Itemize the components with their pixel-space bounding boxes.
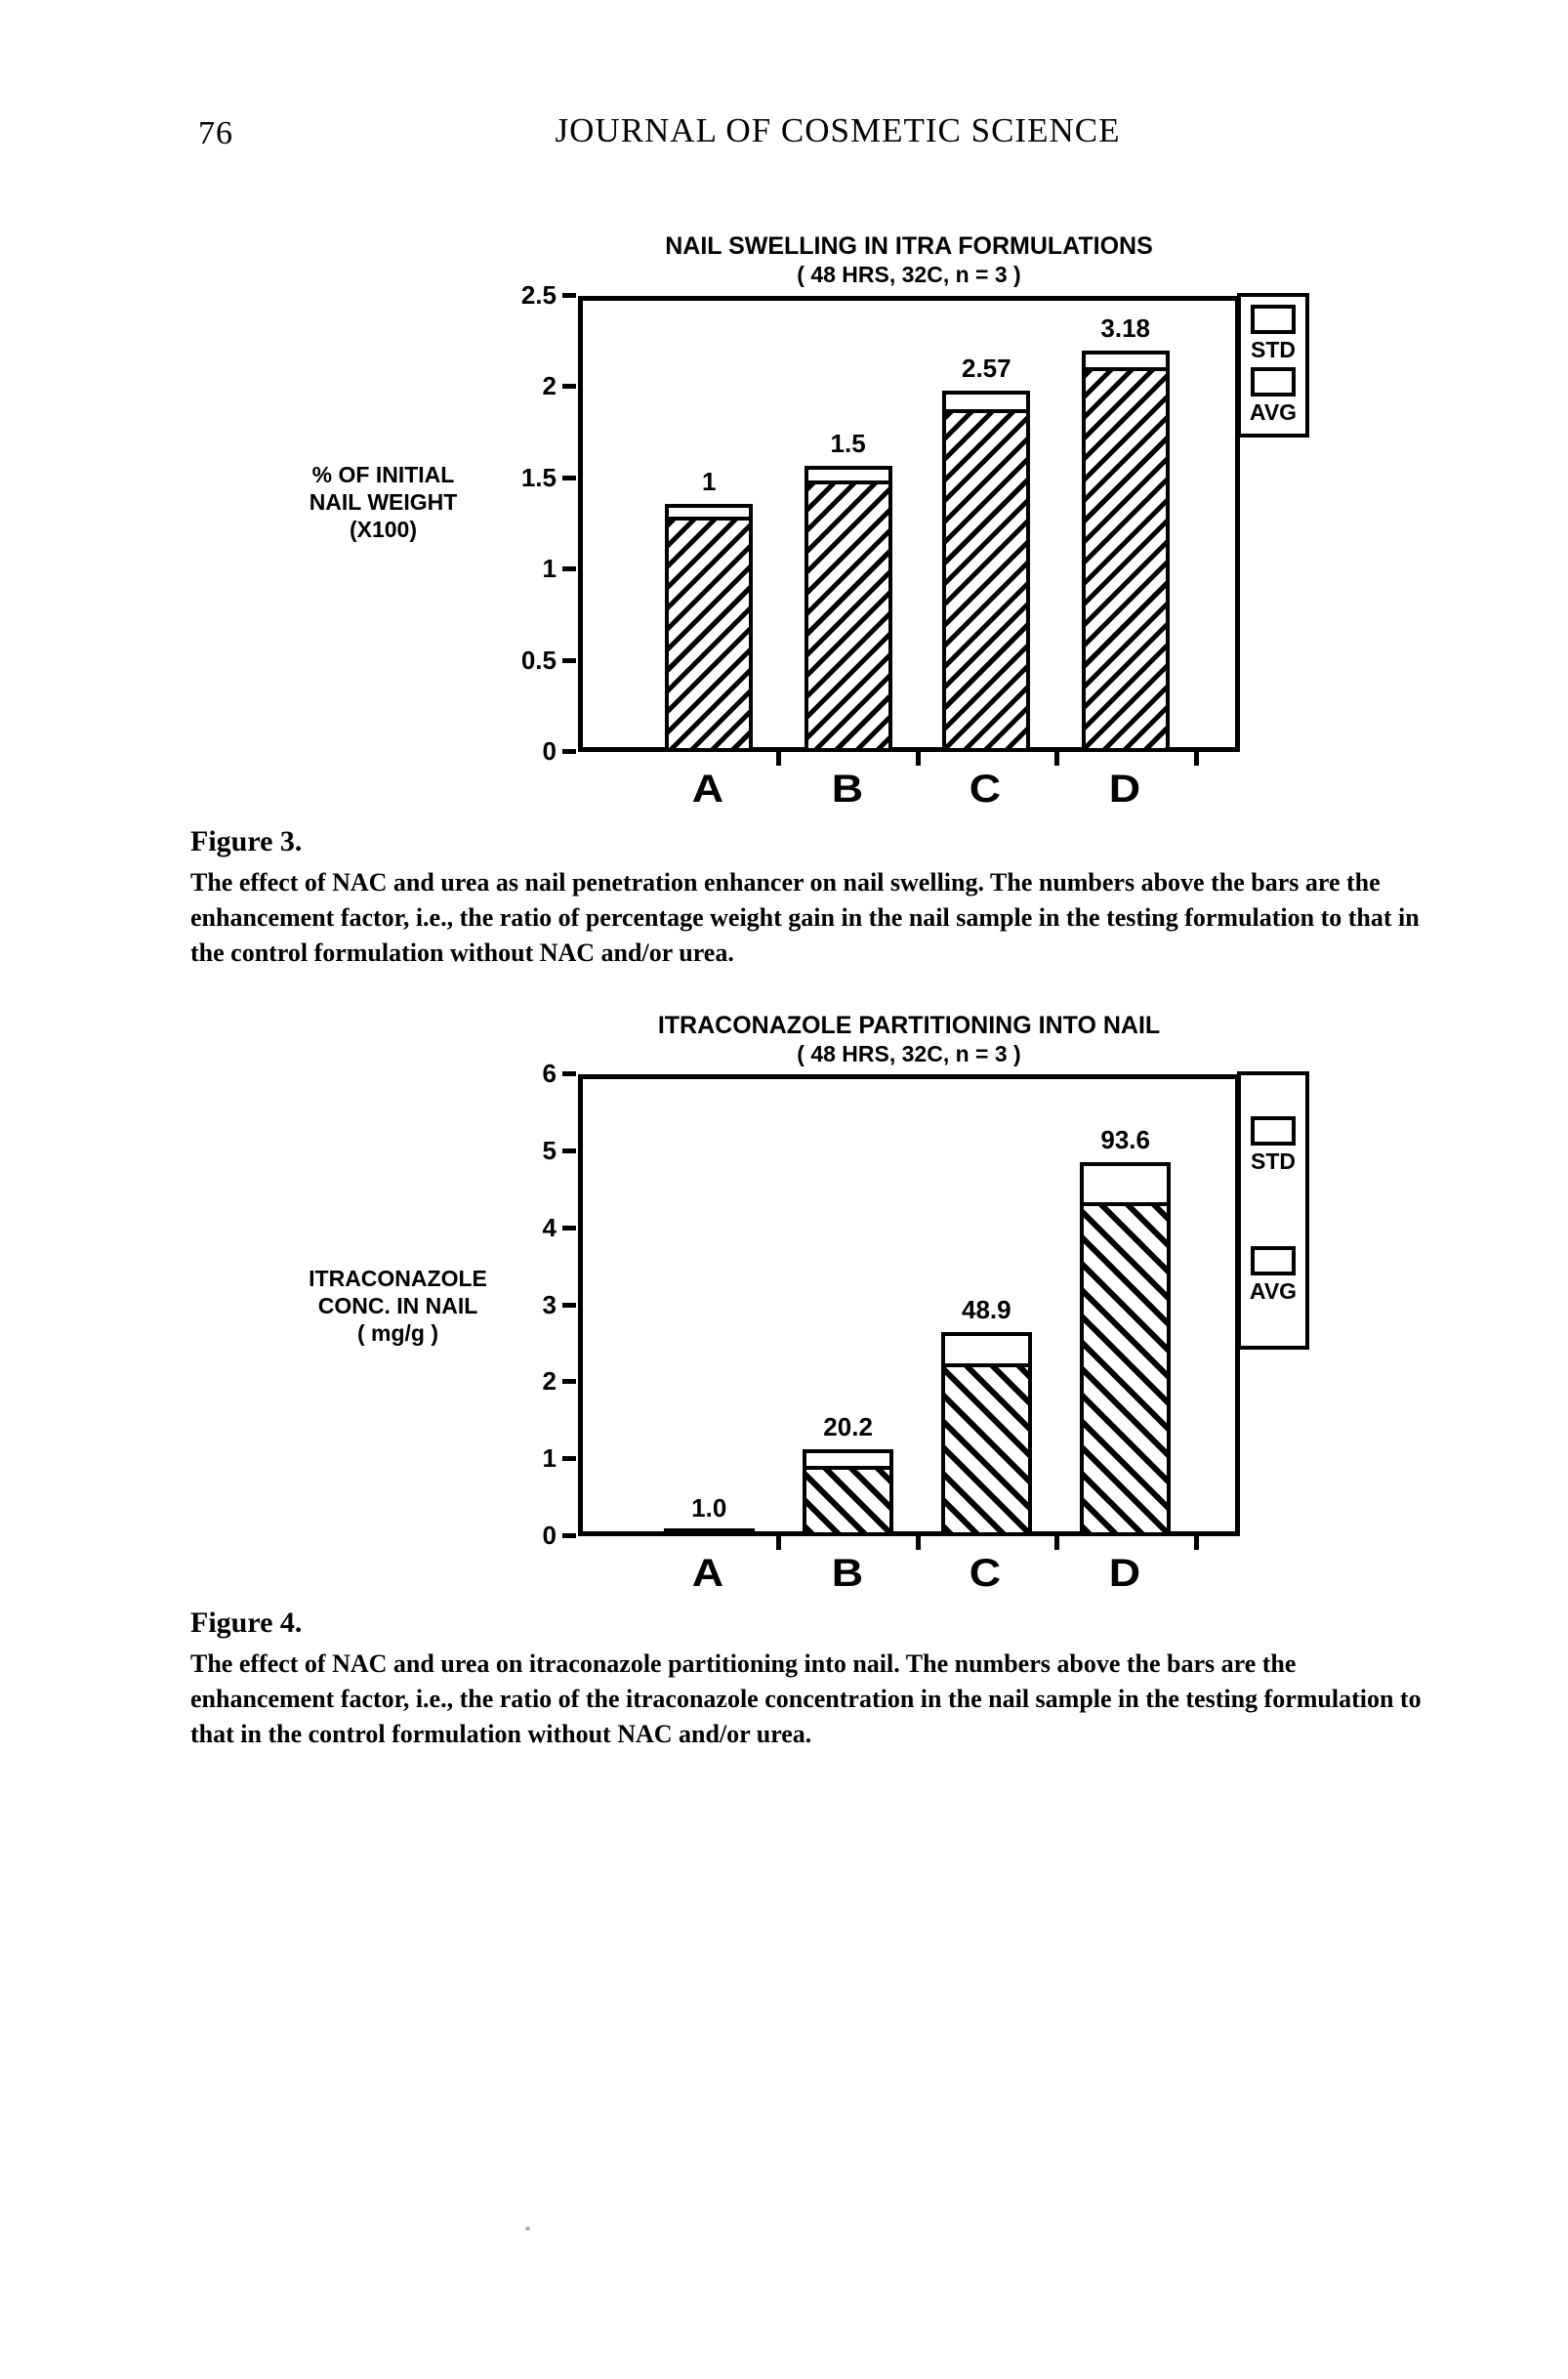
- figure3-xtick-mark-1: [776, 752, 781, 766]
- figure4-ytick-mark-2: [562, 1379, 576, 1384]
- figure4-xtick-mark-2: [916, 1536, 921, 1550]
- figure3-legend: [1237, 293, 1309, 438]
- figure4-legend-entry-avg: [1250, 1246, 1297, 1305]
- figure4-caption: The effect of NAC and urea on itraconazole partitioning into nail. The numbers above the bars are the enhancement factor, i.e., the ratio of the itraconazole concentration in the nail sample in the testing formulation to that in the control formulation without NAC and/or urea.: [190, 1649, 1422, 1748]
- figure3-legend-label-avg: AVG: [1249, 399, 1298, 425]
- figure4-ytick-label-6: 6: [542, 1059, 557, 1088]
- figure3-y-axis-label-line1: % OF INITIAL: [311, 462, 455, 487]
- std-swatch-icon: [1251, 305, 1296, 334]
- figure3-ytick-label-2: 2: [542, 371, 557, 401]
- figure4-xtick-mark-4: [1194, 1536, 1199, 1550]
- figure3-category-label-B: B: [831, 768, 865, 811]
- figure4-bar-C-avg-segment: [945, 1363, 1028, 1532]
- figure4-bar-A: [664, 1528, 755, 1536]
- figure4-bar-label-D: 93.6: [1100, 1124, 1150, 1154]
- figure4-xtick-mark-1: [776, 1536, 781, 1550]
- figure4-category-label-D: D: [1108, 1552, 1142, 1595]
- figure4-ytick-mark-0: [562, 1533, 576, 1538]
- figure4-bar-label-A: 1.0: [691, 1492, 727, 1523]
- figure3-bar-D-avg-segment: [1086, 367, 1166, 748]
- figure4-legend: [1237, 1071, 1309, 1350]
- figure4-y-axis-label-line3: ( mg/g ): [356, 1320, 439, 1346]
- figure4-ytick-label-0: 0: [542, 1521, 557, 1550]
- figure4-legend-entry-std: [1251, 1116, 1296, 1175]
- figure4-category-label-A: A: [691, 1552, 726, 1595]
- figure4-ytick-label-3: 3: [542, 1289, 557, 1319]
- figure3-xtick-mark-2: [916, 752, 921, 766]
- figure4-bar-C: [941, 1332, 1032, 1536]
- figure4-ytick-mark-1: [562, 1456, 576, 1461]
- figure4-bar-D: [1080, 1162, 1171, 1536]
- figure4-chart: [542, 1059, 1298, 1595]
- figure4-ytick-label-4: 4: [542, 1212, 557, 1242]
- figure4-ytick-mark-5: [562, 1148, 576, 1153]
- figure4-xtick-mark-3: [1054, 1536, 1059, 1550]
- figure3-bar-label-B: 1.5: [830, 428, 866, 458]
- figure4-bar-B-avg-segment: [806, 1466, 889, 1532]
- figure4-ytick-label-5: 5: [542, 1135, 557, 1165]
- avg-swatch-icon: [1251, 1246, 1296, 1275]
- figure4-legend-label-avg: AVG: [1249, 1277, 1298, 1304]
- figure4-ytick-label-2: 2: [542, 1366, 557, 1397]
- figure3-y-axis-label: [278, 461, 488, 543]
- figure4-y-axis-label-line1: ITRACONAZOLE: [309, 1266, 487, 1291]
- figure3-ytick-label-0.5: 0.5: [520, 645, 557, 675]
- figure4-ytick-label-1: 1: [542, 1443, 557, 1474]
- figure4-chart-subtitle: ( 48 HRS, 32C, n = 3 ): [797, 1041, 1021, 1066]
- figure4-y-axis-label-line2: CONC. IN NAIL: [317, 1293, 478, 1318]
- figure3-bar-C: [942, 391, 1030, 752]
- figure3-legend-label-std: STD: [1251, 337, 1296, 362]
- figure4-label: Figure 4.: [190, 1607, 303, 1639]
- figure3-caption: The effect of NAC and urea as nail penetration enhancer on nail swelling. The numbers above the bars are the enhancement factor, i.e., the ratio of percentage weight gain in the nail sample in the testing formulation to that in the control formulation without NAC and/or urea.: [190, 868, 1420, 967]
- page-number: 76: [198, 115, 233, 151]
- figure3-chart-subtitle: ( 48 HRS, 32C, n = 3 ): [797, 262, 1021, 287]
- figure4-bar-label-B: 20.2: [823, 1411, 873, 1441]
- figure3-bar-B: [805, 466, 892, 752]
- figure3-bar-label-D: 3.18: [1100, 313, 1150, 344]
- figure4-ytick-mark-6: [562, 1071, 576, 1076]
- avg-swatch-icon: [1251, 367, 1296, 396]
- figure3-ytick-mark-2: [562, 384, 576, 389]
- figure4-bar-D-avg-segment: [1084, 1202, 1167, 1532]
- figure3-ytick-label-1: 1: [542, 554, 557, 584]
- figure3-category-label-D: D: [1108, 768, 1142, 811]
- figure3-ytick-label-2.5: 2.5: [520, 280, 557, 310]
- figure3-ytick-mark-0: [562, 749, 576, 754]
- figure3-legend-entry-avg: [1250, 367, 1297, 426]
- figure4-category-label-C: C: [970, 1552, 1004, 1595]
- figure3-bar-A-avg-segment: [669, 517, 749, 748]
- figure3-category-label-C: C: [970, 768, 1004, 811]
- figure3-y-axis-label-line3: (X100): [349, 517, 418, 542]
- figure3-label: Figure 3.: [190, 825, 303, 857]
- figure3-ytick-label-0: 0: [542, 736, 557, 766]
- scan-speck: [525, 2227, 530, 2231]
- figure3-ytick-label-1.5: 1.5: [520, 462, 557, 492]
- figure3-ytick-mark-2.5: [562, 293, 576, 298]
- figure3-ytick-mark-0.5: [562, 658, 576, 663]
- figure4-bar-B: [803, 1449, 893, 1536]
- journal-header: JOURNAL OF COSMETIC SCIENCE: [555, 111, 1121, 149]
- figure3-chart: [520, 280, 1298, 811]
- figure4-bar-label-C: 48.9: [962, 1295, 1011, 1325]
- figure3-y-axis-label-line2: NAIL WEIGHT: [309, 489, 458, 515]
- figure3-bar-B-avg-segment: [808, 480, 888, 748]
- figure3-bar-label-A: 1: [702, 466, 717, 496]
- figure3-legend-entry-std: [1251, 305, 1296, 363]
- figure3-bar-label-C: 2.57: [962, 354, 1011, 384]
- figure3-bar-C-avg-segment: [946, 409, 1026, 748]
- figure3-xtick-mark-4: [1194, 752, 1199, 766]
- figure3-bar-D: [1082, 351, 1170, 752]
- figure4-ytick-mark-4: [562, 1226, 576, 1231]
- figure4-chart-title: ITRACONAZOLE PARTITIONING INTO NAIL: [657, 1012, 1161, 1039]
- figure4-bar-A-avg-segment: [668, 1528, 751, 1532]
- figure3-chart-title: NAIL SWELLING IN ITRA FORMULATIONS: [665, 232, 1153, 260]
- figure3-bar-A: [665, 504, 753, 752]
- figure4-category-label-B: B: [831, 1552, 865, 1595]
- figure3-xtick-mark-3: [1054, 752, 1059, 766]
- figure4-ytick-mark-3: [562, 1303, 576, 1308]
- std-swatch-icon: [1251, 1116, 1296, 1146]
- figure3-ytick-mark-1.5: [562, 476, 576, 480]
- figure3-category-label-A: A: [691, 768, 726, 811]
- figure3-ytick-mark-1: [562, 566, 576, 571]
- figure4-legend-label-std: STD: [1251, 1148, 1296, 1175]
